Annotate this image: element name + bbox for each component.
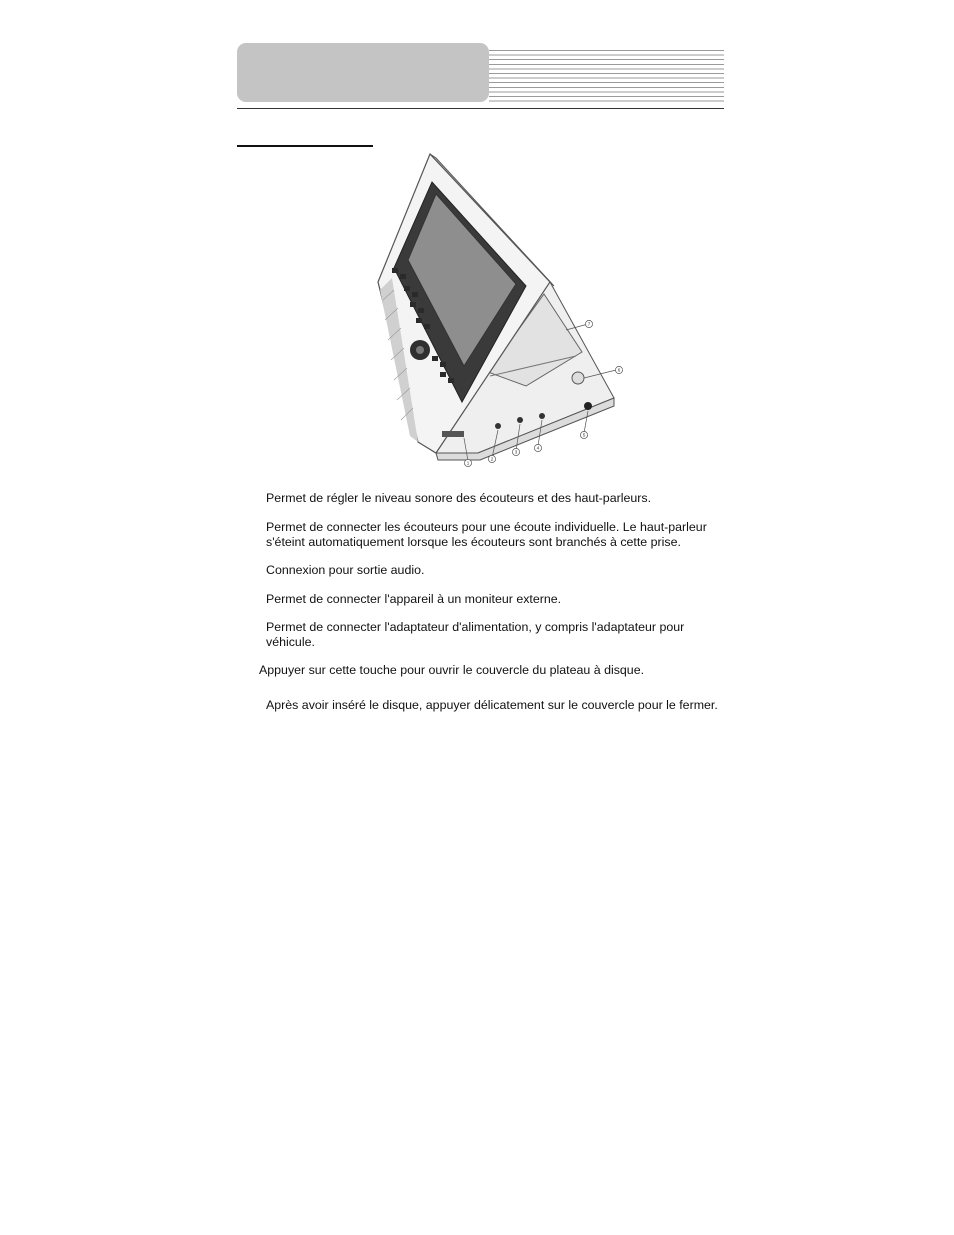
callout-1: 1 (466, 460, 470, 466)
description-3 (266, 563, 424, 578)
description-2-line-2: s'éteint automatiquement lorsque les écouteurs sont branchés à cette prise. (266, 535, 681, 549)
section-title-underline (237, 145, 373, 147)
description-2-line-1: Permet de connecter les écouteurs pour une écoute individuelle. Le haut-parleur (266, 520, 707, 534)
header-stripes (489, 50, 724, 102)
description-2 (266, 520, 707, 550)
callout-4: 4 (536, 445, 540, 451)
description-5 (266, 620, 684, 650)
description-5-line-1: Permet de connecter l'adaptateur d'alimentation, y compris l'adaptateur pour (266, 620, 685, 634)
callout-5: 5 (582, 432, 586, 438)
description-1 (266, 491, 651, 506)
description-1-line-1: Permet de régler le niveau sonore des écouteurs et des haut-parleurs. (266, 491, 652, 505)
description-6 (259, 663, 644, 678)
description-4 (266, 592, 561, 607)
description-3-line-1: Connexion pour sortie audio. (266, 563, 425, 577)
callout-7: 7 (587, 321, 591, 327)
description-4-line-1: Permet de connecter l'appareil à un moniteur externe. (266, 592, 562, 606)
portable-dvd-player-illustration (370, 150, 630, 470)
description-6-line-1: Appuyer sur cette touche pour ouvrir le couvercle du plateau à disque. (259, 663, 645, 677)
header-tab (237, 43, 489, 102)
callout-2: 2 (490, 456, 494, 462)
description-7 (266, 698, 718, 713)
callout-6: 6 (617, 367, 621, 373)
header-rule (237, 108, 724, 109)
description-5-line-2: véhicule. (266, 635, 315, 649)
callout-3: 3 (514, 449, 518, 455)
description-7-line-1: Après avoir inséré le disque, appuyer délicatement sur le couvercle pour le fermer. (266, 698, 718, 712)
